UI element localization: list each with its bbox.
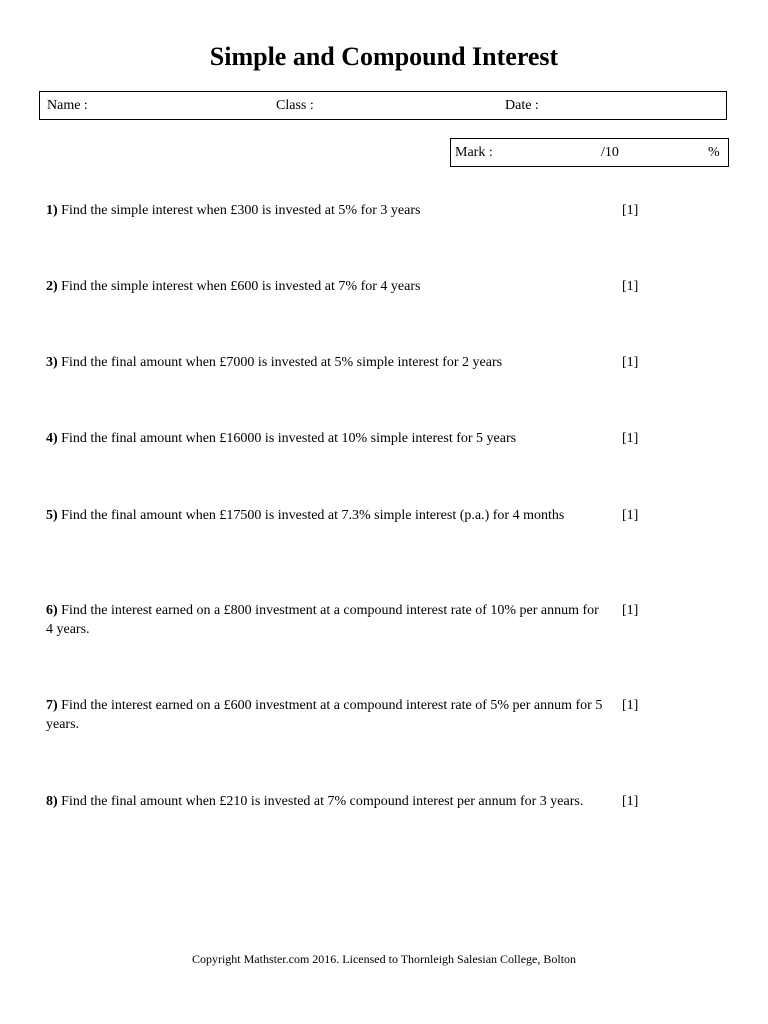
question-1 xyxy=(46,201,606,220)
mark-out-of: /10 xyxy=(601,145,619,160)
question-text: Find the interest earned on a £600 investment at a compound interest rate of 5% per annum for 5 years. xyxy=(46,698,603,732)
question-number: 7) xyxy=(46,698,58,713)
question-text: Find the final amount when £7000 is invested at 5% simple interest for 2 years xyxy=(61,355,503,370)
question-text: Find the simple interest when £600 is invested at 7% for 4 years xyxy=(61,279,421,294)
question-marks: [1] xyxy=(622,279,639,294)
name-label: Name : xyxy=(47,98,88,113)
class-label: Class : xyxy=(276,98,314,113)
question-number: 8) xyxy=(46,794,58,809)
date-label: Date : xyxy=(505,98,539,113)
mark-box xyxy=(450,138,729,167)
question-text: Find the final amount when £16000 is invested at 10% simple interest for 5 years xyxy=(61,431,517,446)
question-marks: [1] xyxy=(622,355,639,370)
question-number: 4) xyxy=(46,431,58,446)
question-5 xyxy=(46,506,606,525)
question-number: 5) xyxy=(46,508,58,523)
question-marks: [1] xyxy=(622,603,639,618)
question-marks: [1] xyxy=(622,508,639,523)
mark-percent: % xyxy=(708,145,720,160)
question-number: 2) xyxy=(46,279,58,294)
copyright-footer: Copyright Mathster.com 2016. Licensed to Thornleigh Salesian College, Bolton xyxy=(191,952,577,966)
question-2 xyxy=(46,277,606,296)
question-text: Find the interest earned on a £800 investment at a compound interest rate of 10% per annum for 4 years. xyxy=(46,603,599,637)
question-text: Find the final amount when £17500 is invested at 7.3% simple interest (p.a.) for 4 months xyxy=(61,508,565,523)
page-title: Simple and Compound Interest xyxy=(209,42,559,71)
question-number: 6) xyxy=(46,603,58,618)
question-marks: [1] xyxy=(622,431,639,446)
question-marks: [1] xyxy=(622,794,639,809)
question-text: Find the simple interest when £300 is invested at 5% for 3 years xyxy=(61,203,421,218)
mark-label: Mark : xyxy=(455,145,493,160)
question-8 xyxy=(46,792,606,811)
question-3 xyxy=(46,353,606,372)
question-4 xyxy=(46,429,606,448)
question-text: Find the final amount when £210 is invested at 7% compound interest per annum for 3 years. xyxy=(61,794,584,809)
question-number: 3) xyxy=(46,355,58,370)
question-marks: [1] xyxy=(622,698,639,713)
question-number: 1) xyxy=(46,203,58,218)
question-7 xyxy=(46,696,606,734)
student-info-box xyxy=(39,91,727,120)
question-marks: [1] xyxy=(622,203,639,218)
question-6 xyxy=(46,601,606,639)
